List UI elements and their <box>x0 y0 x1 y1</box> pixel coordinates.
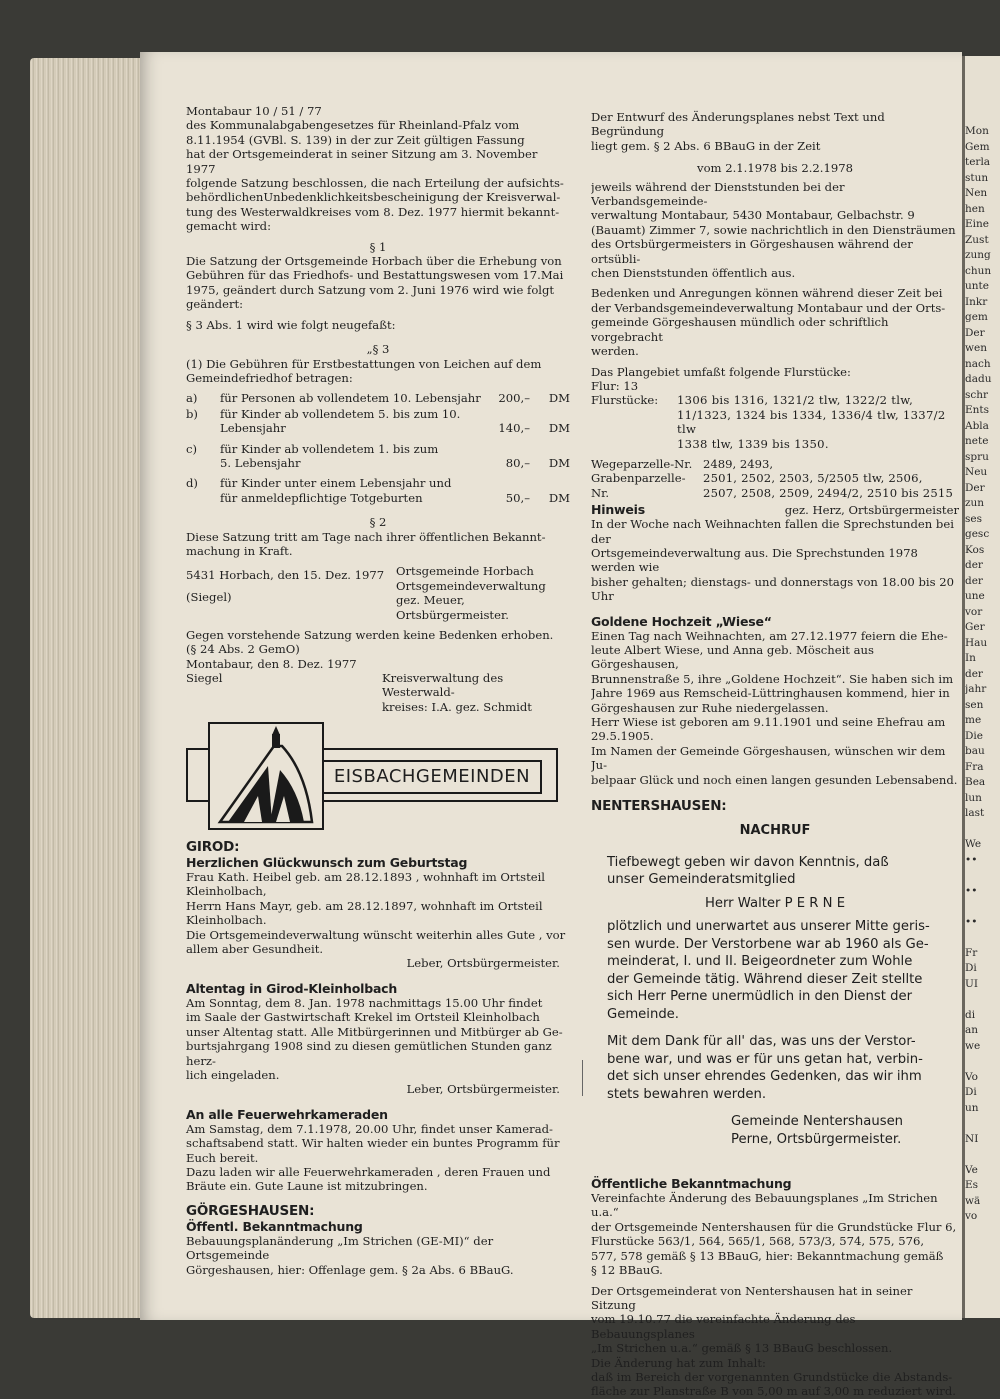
text-line: (§ 24 Abs. 2 GemO) <box>186 642 300 657</box>
next-page-fragment <box>965 992 1000 1008</box>
text-line: „Im Strichen u.a.“ gemäß § 13 BBauG beschlossen. <box>591 1341 893 1356</box>
eisbach-banner <box>186 722 570 830</box>
next-page-fragment: schr <box>965 388 989 401</box>
text-line: allem aber Gesundheit. <box>186 942 324 957</box>
next-page-fragment: Abla <box>965 419 989 432</box>
next-page-fragment: nach <box>965 357 991 370</box>
paragraph-3-text <box>186 357 570 386</box>
text-line: § 12 BBauG. <box>591 1263 663 1278</box>
hinweis-signature: gez. Herz, Ortsbürgermeister <box>784 502 959 517</box>
next-page-fragment <box>965 822 1000 838</box>
text-line: tung des Westerwaldkreises vom 8. Dez. 1977 hiermit bekannt- <box>186 204 560 219</box>
text-line: hat der Ortsgemeinderat in seiner Sitzung am 3. November 1977 <box>186 147 538 176</box>
text-line: 8.11.1954 (GVBl. S. 139) in der zur Zeit gültigen Fassung <box>186 132 525 147</box>
altentag-signature: Leber, Ortsbürgermeister. <box>406 1082 560 1097</box>
next-page-fragment <box>965 1054 1000 1070</box>
text-line: des Ortsbürgermeisters in Görgeshausen während der ortsübli- <box>591 237 913 266</box>
next-page-fragment: Ve <box>965 1163 978 1176</box>
text-line: 2507, 2508, 2509, 2494/2, 2510 bis 2515 <box>703 485 954 500</box>
nentershausen-heading: NENTERSHAUSEN: <box>591 798 727 815</box>
text-line: unser Altentag statt. Alle Mitbürgerinnen und Mitbürger ab Ge- <box>186 1024 563 1039</box>
text-line: Flurstücke 563/1, 564, 565/1, 568, 573/3, 574, 575, 576, <box>591 1234 925 1249</box>
next-page-fragment: last <box>965 807 985 819</box>
text-line: Diese Satzung tritt am Tage nach ihrer öffentlichen Bekannt- <box>186 529 546 544</box>
text-line: behördlichenUnbedenklichkeitsbescheinigung der Kreisverwal- <box>186 190 561 205</box>
next-page-fragment: gem <box>965 311 988 323</box>
text-line: 1975, geändert durch Satzung vom 2. Juni 1976 wird wie folgt <box>186 282 555 297</box>
text-line: 11/1323, 1324 bis 1334, 1336/4 tlw, 1337/2 tlw <box>677 407 946 437</box>
goergeshausen-heading: GÖRGESHAUSEN: <box>186 1202 315 1219</box>
next-page-fragment: Gem <box>965 140 990 153</box>
next-page-fragment <box>965 1147 1000 1163</box>
flur-number: Flur: 13 <box>591 378 639 393</box>
wegeparzelle-values: 2489, 2493, <box>703 456 774 471</box>
next-page-fragment: me <box>965 714 982 726</box>
text-line: Görgeshausen, hier: Offenlage gem. § 2a Abs. 6 BBauG. <box>186 1262 514 1277</box>
next-page-fragment: gesc <box>965 528 990 540</box>
next-page-fragment: bau <box>965 745 985 757</box>
banner-title: EISBACHGEMEINDEN <box>322 760 542 794</box>
no-objection-note <box>186 628 570 657</box>
birthday-text <box>186 870 570 956</box>
hochzeit-heading: Goldene Hochzeit „Wiese“ <box>591 613 772 629</box>
next-page-fragment: UI <box>965 977 978 990</box>
text-line: Brunnenstraße 5, ihre „Goldene Hochzeit“. Sie haben sich im <box>591 671 954 686</box>
next-page-fragment: Eine <box>965 218 989 230</box>
paragraph-1-text <box>186 254 570 312</box>
next-page-fragment: wen <box>965 342 987 354</box>
text-line: sich Herr Perne unermüdlich in den Dienst der <box>607 989 913 1005</box>
text-line: der Verbandsgemeindeverwaltung Montabaur und der Orts- <box>591 300 946 315</box>
next-page-fragment: der <box>965 667 983 680</box>
text-line: Der Entwurf des Änderungsplanes nebst Text und Begründung <box>591 110 885 139</box>
next-page-fragment: •• <box>965 853 978 866</box>
text-line: bisher gehalten; dienstags- und donnerstags von 18.00 bis 20 Uhr <box>591 574 954 604</box>
text-line: liegt gem. § 2 Abs. 6 BBauG in der Zeit <box>591 138 821 153</box>
column-rule <box>582 1060 583 1096</box>
text-line: Gemeinde Nentershausen <box>731 1114 904 1130</box>
text-line: Gegen vorstehende Satzung werden keine Bedenken erhoben. <box>186 628 554 642</box>
text-line: 5431 Horbach, den 15. Dez. 1977 <box>186 568 385 583</box>
text-line: Ortsgemeinde Horbach <box>396 564 534 579</box>
text-line: 1338 tlw, 1339 bis 1350. <box>677 436 829 451</box>
signature-kreis-place <box>186 657 382 714</box>
feuerwehr-text <box>186 1122 570 1194</box>
next-page-fragment: Die <box>965 729 983 742</box>
next-page-fragment: une <box>965 590 985 602</box>
text-line: (Bauamt) Zimmer 7, sowie nachrichtlich in den Diensträumen <box>591 222 956 237</box>
next-page-fragment: •• <box>965 915 978 928</box>
text-line: Jahre 1969 aus Remscheid-Lüttringhausen kommend, hier in <box>591 686 950 701</box>
next-page-fragment: der <box>965 559 983 571</box>
text-line: 577, 578 gemäß § 13 BBauG, hier: Bekanntmachung gemäß <box>591 1248 944 1263</box>
next-page-fragment: •• <box>965 884 978 897</box>
text-line: Kleinholbach, <box>186 884 267 899</box>
signature-kreis <box>186 657 570 714</box>
flurstuecke-block <box>591 393 959 451</box>
text-line: Gemeinde. <box>607 1006 679 1022</box>
altentag-heading: Altentag in Girod-Kleinholbach <box>186 980 398 996</box>
grabenparzelle-values <box>703 471 959 500</box>
obituary-intro <box>591 854 959 889</box>
fee-list <box>186 391 570 505</box>
text-line: chen Dienststunden öffentlich aus. <box>591 266 796 281</box>
text-line: Frau Kath. Heibel geb. am 28.12.1893 , wohnhaft im Ortsteil <box>186 870 546 885</box>
text-line: Im Namen der Gemeinde Görgeshausen, wünschen wir dem Ju- <box>591 743 946 773</box>
next-page-fragment: Kos <box>965 543 985 556</box>
next-page-fragment: Inkr <box>965 295 988 308</box>
intro-text <box>186 104 570 234</box>
next-page-fragment: NI <box>965 1132 979 1145</box>
next-page-fragment: di <box>965 1008 976 1021</box>
next-page-fragment: Fra <box>965 760 984 773</box>
next-page-fragment: In <box>965 652 976 664</box>
obituary-signature <box>591 1113 959 1148</box>
next-page-fragment: Vo <box>965 1070 978 1083</box>
text-line: Tiefbewegt geben wir davon Kenntnis, daß <box>607 854 889 870</box>
text-line: verwaltung Montabaur, 5430 Montabaur, Gelbachstr. 9 <box>591 208 915 223</box>
church-hill-logo <box>214 726 318 826</box>
paragraph-2-text <box>186 530 570 559</box>
text-line: Herrn Hans Mayr, geb. am 28.12.1897, wohnhaft im Ortsteil <box>186 898 543 913</box>
hinweis-heading: Hinweis <box>591 502 645 518</box>
obituary-notice <box>591 822 959 1148</box>
text-line: 29.5.1905. <box>591 729 654 744</box>
text-line: fläche zur Planstraße B von 5,00 m auf 3,00 m reduziert wird. <box>591 1384 956 1399</box>
next-page-fragment: spru <box>965 450 989 463</box>
next-page-fragment: vo <box>965 1210 978 1222</box>
next-page-fragment: Ents <box>965 404 990 416</box>
next-page-fragment: We <box>965 838 982 850</box>
text-line: des Kommunalabgabengesetzes für Rheinland-Pfalz vom <box>186 118 520 133</box>
text-line: Kreisverwaltung des Westerwald- <box>382 670 504 700</box>
next-page-fragment: Di <box>965 962 977 974</box>
text-line: Am Samstag, dem 7.1.1978, 20.00 Uhr, findet unser Kamerad- <box>186 1121 553 1136</box>
wegeparzelle-label: Wegeparzelle-Nr. <box>591 456 693 471</box>
next-page-fragment: jahr <box>965 683 987 695</box>
next-page-fragment: terla <box>965 156 991 168</box>
text-line: Bräute ein. Gute Laune ist mitzubringen. <box>186 1179 428 1194</box>
signature-kreis-office <box>382 657 570 714</box>
grabenparzelle-label: Grabenparzelle-Nr. <box>591 471 686 500</box>
next-page-fragment: Zust <box>965 233 989 246</box>
text-line: vom 19.10.77 die vereinfachte Änderung des Bebauungsplanes <box>591 1312 856 1341</box>
obituary-body <box>591 918 959 1023</box>
next-page-fragment: Di <box>965 1086 977 1098</box>
bekanntmachung-text-2 <box>591 1284 959 1399</box>
altentag-text <box>186 996 570 1082</box>
next-page-fragment: der <box>965 574 983 587</box>
text-line: det sich unser ehrendes Gedenken, das wir ihm <box>607 1069 922 1085</box>
text-line: werden. <box>591 344 639 359</box>
text-line: Herr Wiese ist geboren am 9.11.1901 und seine Ehefrau am <box>591 715 946 730</box>
text-line: belpaar Glück und noch einen langen gesunden Lebensabend. <box>591 772 958 787</box>
text-line: der Gemeinde tätig. Während dieser Zeit stellte <box>607 971 923 987</box>
text-line: Ortsgemeindeverwaltung <box>396 578 546 593</box>
text-line: Dazu laden wir alle Feuerwehrkameraden , deren Frauen und <box>186 1164 551 1179</box>
next-page-fragment: Nen <box>965 187 988 199</box>
bekanntmachung-text-1 <box>591 1191 959 1277</box>
text-line: Bebauungsplanänderung „Im Strichen (GE-MI)“ der Ortsgemeinde <box>186 1233 494 1263</box>
paragraph-1-heading: § 1 <box>369 239 387 254</box>
text-line: Perne, Ortsbürgermeister. <box>731 1131 902 1147</box>
text-line: der Ortsgemeinde Nentershausen für die Grundstücke Flur 6, <box>591 1219 957 1234</box>
text-line: Gemeindefriedhof betragen: <box>186 370 353 385</box>
next-page-fragment: Der <box>965 326 985 339</box>
text-line: jeweils während der Dienststunden bei der Verbandsgemeinde- <box>591 179 845 209</box>
grabenparzelle-row <box>591 471 959 500</box>
left-column <box>186 104 570 1277</box>
next-page-fragment: chun <box>965 264 992 277</box>
signature-horbach-office <box>396 564 570 622</box>
wegeparzelle-row <box>591 457 959 471</box>
next-page-fragment: lun <box>965 791 982 804</box>
next-page-fragment: zun <box>965 497 985 509</box>
birthday-signature: Leber, Ortsbürgermeister. <box>406 956 560 971</box>
next-page-fragment: Ger <box>965 621 985 633</box>
text-line: plötzlich und unerwartet aus unserer Mitte geris- <box>607 919 930 935</box>
text-line: im Saale der Gastwirtschaft Krekel im Ortsteil Kleinholbach <box>186 1010 540 1025</box>
flurstuecke-values <box>677 393 959 451</box>
text-line: unser Gemeinderatsmitglied <box>607 872 796 888</box>
text-line: Euch bereit. <box>186 1150 259 1165</box>
paragraph-2-heading: § 2 <box>369 515 387 530</box>
text-line: 1306 bis 1316, 1321/2 tlw, 1322/2 tlw, <box>677 393 914 408</box>
text-line: Am Sonntag, dem 8. Jan. 1978 nachmittags 15.00 Uhr findet <box>186 995 543 1010</box>
next-page-fragment: hen <box>965 202 985 215</box>
obituary-heading: NACHRUF <box>739 823 811 839</box>
text-line: Die Ortsgemeindeverwaltung wünscht weiterhin alles Gute , vor <box>186 927 566 942</box>
text-line: folgende Satzung beschlossen, die nach Erteilung der aufsichts- <box>186 176 564 191</box>
text-line: Der Ortsgemeinderat von Nentershausen hat in seiner Sitzung <box>591 1283 913 1312</box>
hinweis-text <box>591 517 959 603</box>
signature-horbach <box>186 564 570 622</box>
text-line: Montabaur, den 8. Dez. 1977 <box>186 656 357 671</box>
text-line: Gebühren für das Friedhofs- und Bestattungswesen vom 17.Mai <box>186 268 564 283</box>
text-line: 2501, 2502, 2503, 5/2505 tlw, 2506, <box>703 471 923 486</box>
next-page-fragment: un <box>965 1101 979 1114</box>
fee-row: c) für Kinder ab vollendetem 1. bis zum 5. Lebensjahr 80,– DM <box>186 441 570 470</box>
text-line: Ortsgemeindeverwaltung aus. Die Sprechstunden 1978 werden wie <box>591 545 918 575</box>
next-page-fragment: Mon <box>965 125 989 137</box>
text-line: In der Woche nach Weihnachten fallen die Sprechstunden bei der <box>591 517 954 546</box>
text-line: stets bewahren werden. <box>607 1086 767 1102</box>
text-line: sen wurde. Der Verstorbene war ab 1960 als Ge- <box>607 936 929 952</box>
text-line: meinderat, I. und II. Beigeordneter zum Wohle <box>607 954 913 970</box>
next-page-fragment <box>965 930 1000 946</box>
flurstuecke-label: Flurstücke: <box>591 393 659 408</box>
entwurf-text <box>591 110 959 153</box>
next-page-fragment: zung <box>965 249 991 261</box>
abs-line: § 3 Abs. 1 wird wie folgt neugefaßt: <box>186 317 396 332</box>
text-line: (1) Die Gebühren für Erstbestattungen von Leichen auf dem <box>186 356 542 371</box>
next-page-text <box>965 124 1000 1225</box>
text-line: schaftsabend statt. Wir halten wieder ein buntes Programm für <box>186 1136 560 1151</box>
next-page-fragment <box>965 899 1000 915</box>
text-line: machung in Kraft. <box>186 543 293 558</box>
text-line: (Siegel) <box>186 590 232 605</box>
bedenken-text <box>591 286 959 358</box>
obituary-thanks <box>591 1033 959 1103</box>
right-column <box>591 110 959 1399</box>
text-line: gez. Meuer, Ortsbürgermeister. <box>396 593 509 622</box>
next-page-fragment: nete <box>965 435 989 447</box>
text-line: Kleinholbach. <box>186 913 267 928</box>
text-line: geändert: <box>186 297 244 312</box>
fee-row: a) für Personen ab vollendetem 10. Lebensjahr 200,– DM <box>186 391 570 406</box>
next-page-fragment: Der <box>965 481 985 494</box>
signature-horbach-place <box>186 564 396 622</box>
text-line: Die Satzung der Ortsgemeinde Horbach über die Erhebung von <box>186 254 562 269</box>
text-line: Montabaur 10 / 51 / 77 <box>186 104 322 118</box>
birthday-heading: Herzlichen Glückwunsch zum Geburtstag <box>186 855 468 871</box>
text-line: Siegel <box>186 671 223 686</box>
next-page-fragment <box>965 868 1000 884</box>
next-page-fragment: an <box>965 1024 979 1036</box>
oeffentliche-bekanntmachung-heading: Öffentliche Bekanntmachung <box>591 1176 792 1192</box>
text-line: gemeinde Görgeshausen mündlich oder schriftlich vorgebracht <box>591 315 889 344</box>
next-page-fragment <box>965 1116 1000 1132</box>
text-line: Görgeshausen zur Ruhe niedergelassen. <box>591 700 829 715</box>
entwurf-details <box>591 180 959 281</box>
text-line: burtsjahrgang 1908 sind zu diesen gemütlichen Stunden ganz herz- <box>186 1039 552 1068</box>
fee-row: d) für Kinder unter einem Lebensjahr und für anmeldepflichtige Totgeburten 50,– DM <box>186 476 570 505</box>
next-page-fragment: we <box>965 1039 981 1052</box>
next-page-fragment: vor <box>965 605 983 618</box>
text-line: kreises: I.A. gez. Schmidt <box>382 699 532 714</box>
obituary-name: Herr Walter P E R N E <box>704 895 846 911</box>
next-page-fragment: unte <box>965 280 989 292</box>
hinweis-header-row <box>591 502 959 517</box>
text-line: Die Änderung hat zum Inhalt: <box>591 1355 766 1370</box>
next-page-fragment: Bea <box>965 776 986 788</box>
text-line: gemacht wird: <box>186 219 271 234</box>
hochzeit-text <box>591 629 959 787</box>
entwurf-period: vom 2.1.1978 bis 2.2.1978 <box>697 161 853 176</box>
text-line: Mit dem Dank für all' das, was uns der Verstor- <box>607 1034 916 1050</box>
paragraph-3-heading: „§ 3 <box>366 342 390 357</box>
text-line: Vereinfachte Änderung des Bebauungsplanes „Im Strichen u.a.“ <box>591 1191 938 1220</box>
next-page-fragment: ses <box>965 512 982 525</box>
next-page-fragment: Hau <box>965 636 988 649</box>
text-line: daß im Bereich der vorgenannten Grundstücke die Abstands- <box>591 1369 953 1384</box>
plangebiet-text: Das Plangebiet umfaßt folgende Flurstücke: <box>591 364 851 379</box>
next-page-fragment: wä <box>965 1194 981 1207</box>
text-line: bene war, und was er für uns getan hat, verbin- <box>607 1051 923 1067</box>
text-line: Einen Tag nach Weihnachten, am 27.12.1977 feiern die Ehe- <box>591 628 948 643</box>
goergeshausen-text <box>186 1234 570 1277</box>
text-line: leute Albert Wiese, und Anna geb. Möscheit aus Görgeshausen, <box>591 643 874 672</box>
next-page-fragment: Es <box>965 1179 979 1191</box>
text-line: Bedenken und Anregungen können während dieser Zeit bei <box>591 286 943 301</box>
fee-row: b) für Kinder ab vollendetem 5. bis zum 10. Lebensjahr 140,– DM <box>186 406 570 436</box>
text-line: lich eingeladen. <box>186 1067 280 1082</box>
feuerwehr-heading: An alle Feuerwehrkameraden <box>186 1106 388 1122</box>
next-page-fragment: Neu <box>965 466 988 478</box>
next-page-fragment: stun <box>965 171 989 184</box>
goergeshausen-subheading: Öffentl. Bekanntmachung <box>186 1218 363 1234</box>
girod-heading: GIROD: <box>186 839 240 856</box>
next-page-fragment: Fr <box>965 946 978 959</box>
next-page-fragment: sen <box>965 698 984 711</box>
next-page-fragment: dadu <box>965 373 992 385</box>
